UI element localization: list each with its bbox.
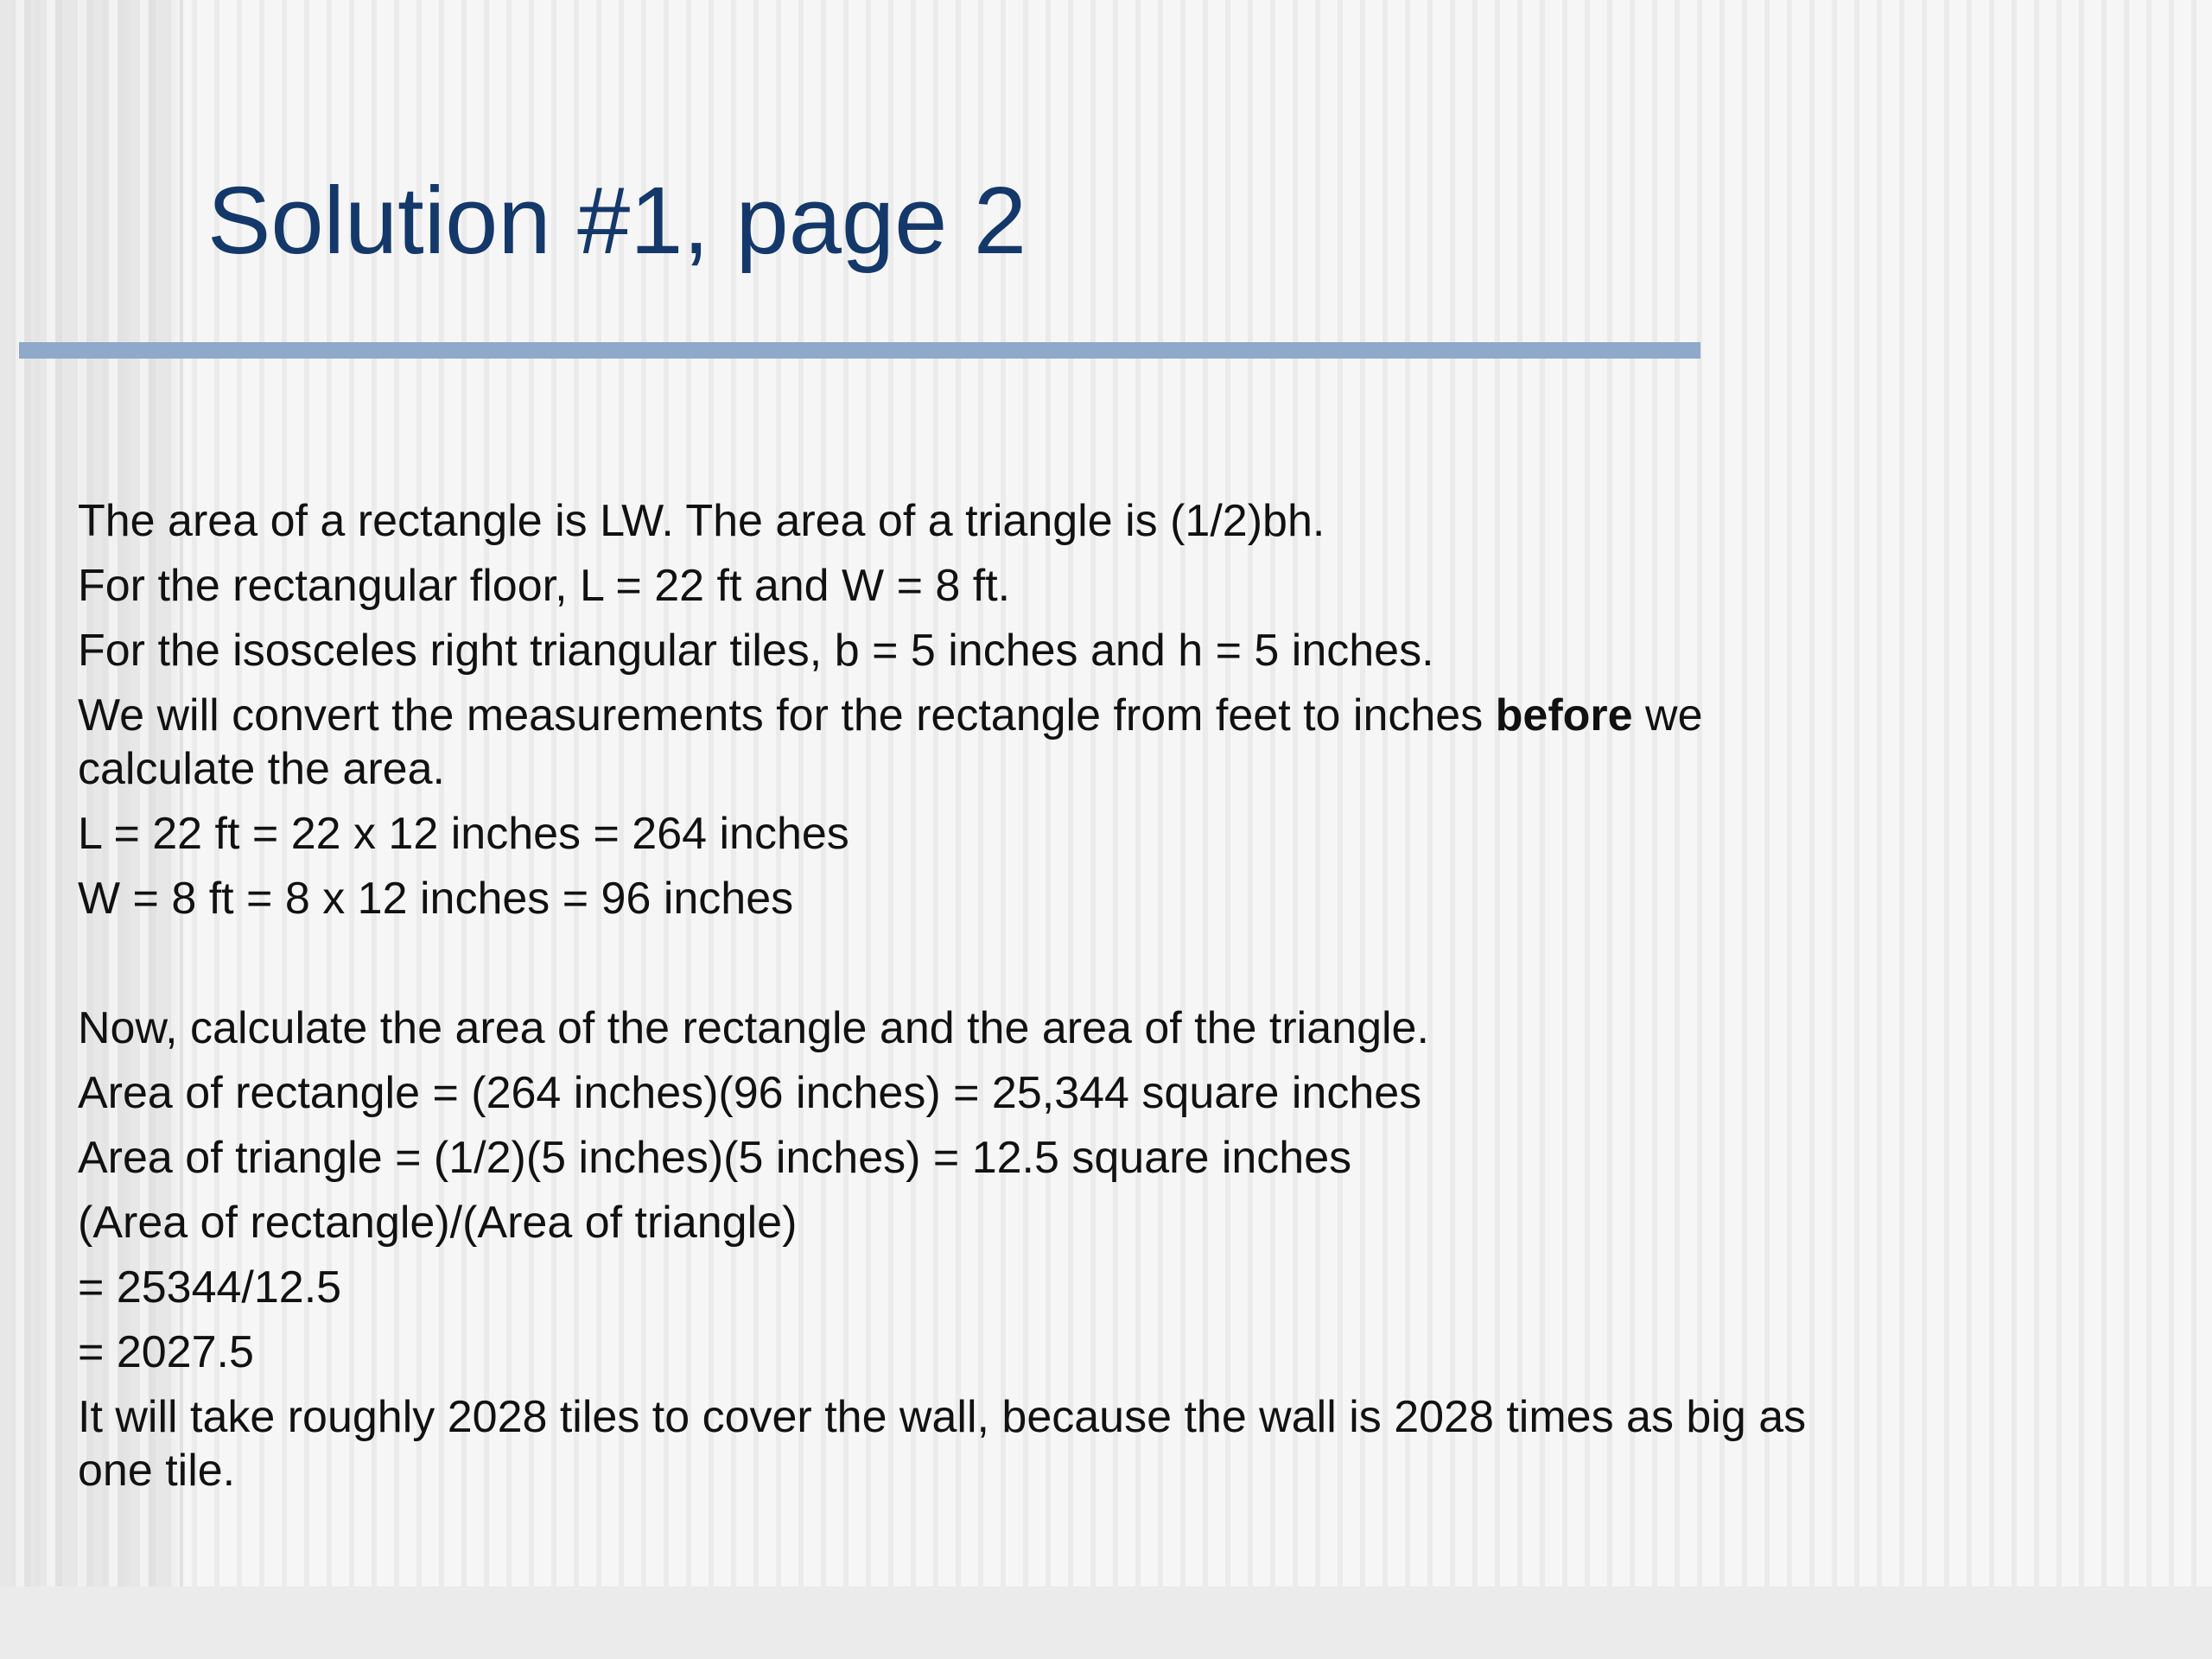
- text-line-tile-dimensions: For the isosceles right triangular tiles, b = 5 inches and h = 5 inches.: [78, 626, 1434, 676]
- text-line-ratio: (Area of rectangle)/(Area of triangle): [78, 1198, 798, 1248]
- text-line-length-conversion: L = 22 ft = 22 x 12 inches = 264 inches: [78, 809, 849, 859]
- text-line-quotient: = 2027.5: [78, 1327, 254, 1377]
- convert-text-start: We will convert the measurements for the rectangle from feet to inches: [78, 690, 1496, 741]
- text-line-width-conversion: W = 8 ft = 8 x 12 inches = 96 inches: [78, 874, 794, 924]
- text-line-floor-dimensions: For the rectangular floor, L = 22 ft and W = 8 ft.: [78, 561, 1011, 611]
- text-line-conclusion: [78, 1390, 2134, 1497]
- emphasis-before: before: [1495, 690, 1633, 741]
- text-line-convert-units: [78, 689, 2134, 796]
- convert-text-continuation: calculate the area.: [78, 744, 445, 794]
- blank-line: [78, 937, 2134, 990]
- text-line-triangle-area: Area of triangle = (1/2)(5 inches)(5 inches) = 12.5 square inches: [78, 1133, 1352, 1183]
- title-divider: [19, 342, 1700, 359]
- conclusion-continuation: one tile.: [78, 1446, 236, 1496]
- text-line-area-formulas: The area of a rectangle is LW. The area of a triangle is (1/2)bh.: [78, 496, 1325, 546]
- conclusion-text: It will take roughly 2028 tiles to cover the wall, because the wall is 2028 times as big as: [78, 1392, 1807, 1442]
- slide-title: Solution #1, page 2: [207, 168, 1027, 274]
- bottom-margin: [0, 1586, 2212, 1659]
- text-line-calculate-intro: Now, calculate the area of the rectangle and the area of the triangle.: [78, 1003, 1429, 1053]
- text-line-division: = 25344/12.5: [78, 1262, 342, 1313]
- convert-text-end: we: [1632, 690, 1703, 741]
- slide-body: [78, 494, 2134, 1509]
- text-line-rectangle-area: Area of rectangle = (264 inches)(96 inches) = 25,344 square inches: [78, 1068, 1422, 1118]
